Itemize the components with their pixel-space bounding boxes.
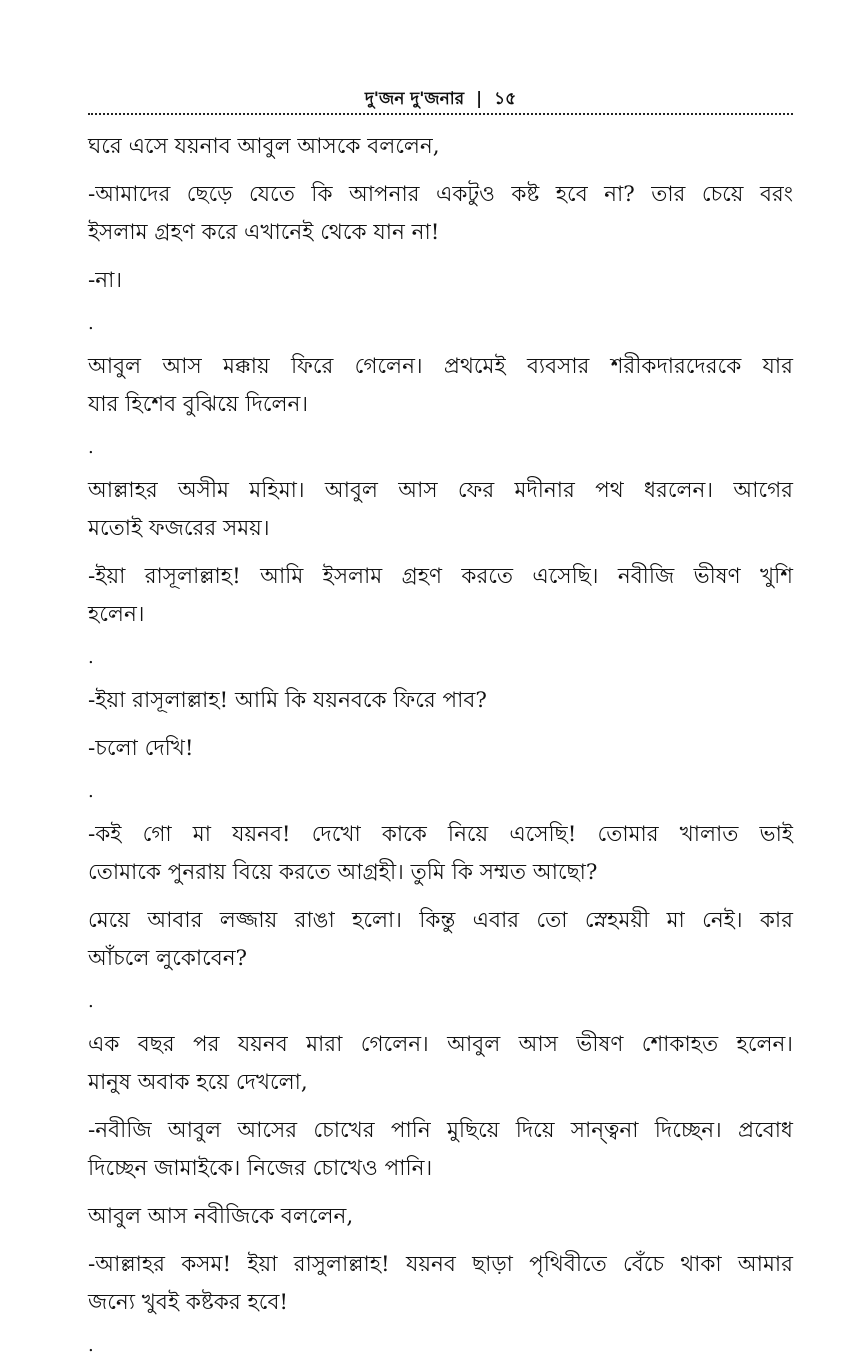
page-body	[88, 128, 793, 1370]
paragraph	[88, 558, 793, 634]
paragraph	[88, 730, 793, 768]
section-break-dot: .	[88, 1335, 94, 1356]
section-break-dot: .	[88, 647, 94, 668]
paragraph-line: -নবীজি আবুল আসের চোখের পানি মুছিয়ে দিয়ে সান্ত্বনা দিচ্ছেন। প্রবোধ	[88, 1118, 793, 1143]
paragraph-line: -আল্লাহর কসম! ইয়া রাসুলাল্লাহ! যয়নব ছাড়া পৃথিবীতে বেঁচে থাকা আমার	[88, 1252, 793, 1277]
paragraph-line: আঁচলে লুকোবেন?	[88, 946, 248, 971]
section-break-dot: .	[88, 313, 94, 334]
paragraph	[88, 1026, 793, 1102]
section-break-dot: .	[88, 437, 94, 458]
paragraph-line: তোমাকে পুনরায় বিয়ে করতে আগ্রহী। তুমি কি সম্মত আছো?	[88, 860, 598, 885]
section-break-dot: .	[88, 781, 94, 802]
paragraph-line: মতোই ফজরের সময়।	[88, 516, 270, 541]
paragraph	[88, 176, 793, 252]
paragraph-line: হলেন।	[88, 602, 145, 627]
paragraph-line: -ইয়া রাসূলাল্লাহ! আমি কি যয়নবকে ফিরে পাব?	[88, 688, 487, 713]
paragraph-line: যার হিশেব বুঝিয়ে দিলেন।	[88, 392, 309, 417]
paragraph-line: জন্যে খুবই কষ্টকর হবে!	[88, 1290, 289, 1315]
paragraph	[88, 128, 793, 166]
header-separator: |	[475, 89, 483, 109]
paragraph	[88, 1198, 793, 1236]
section-break-dot: .	[88, 991, 94, 1012]
paragraph-line: আল্লাহর অসীম মহিমা। আবুল আস ফের মদীনার পথ ধরলেন। আগের	[88, 478, 793, 503]
paragraph	[88, 348, 793, 424]
paragraph-line: -কই গো মা যয়নব! দেখো কাকে নিয়ে এসেছি! তোমার খালাত ভাই	[88, 822, 793, 847]
paragraph-line: মানুষ অবাক হয়ে দেখলো,	[88, 1070, 308, 1095]
paragraph	[88, 902, 793, 978]
header-dotted-rule	[88, 113, 793, 115]
paragraph-line: দিচ্ছেন জামাইকে। নিজের চোখেও পানি।	[88, 1156, 433, 1181]
page-number: ১৫	[494, 89, 517, 109]
paragraph	[88, 1112, 793, 1188]
paragraph-line: ঘরে এসে যয়নাব আবুল আসকে বললেন,	[88, 134, 440, 159]
paragraph-line: মেয়ে আবার লজ্জায় রাঙা হলো। কিন্তু এবার তো স্নেহময়ী মা নেই। কার	[88, 908, 793, 933]
book-title: দু'জন দু'জনার	[364, 89, 465, 109]
paragraph-line: আবুল আস নবীজিকে বললেন,	[88, 1204, 354, 1229]
paragraph-line: ইসলাম গ্রহণ করে এখানেই থেকে যান না!	[88, 220, 440, 245]
paragraph-line: -আমাদের ছেড়ে যেতে কি আপনার একটুও কষ্ট হবে না? তার চেয়ে বরং	[88, 182, 793, 207]
paragraph	[88, 1246, 793, 1322]
paragraph-line: -ইয়া রাসূলাল্লাহ! আমি ইসলাম গ্রহণ করতে এসেছি। নবীজি ভীষণ খুশি	[88, 564, 793, 589]
paragraph-line: আবুল আস মক্কায় ফিরে গেলেন। প্রথমেই ব্যবসার শরীকদারদেরকে যার	[88, 354, 793, 379]
running-header	[88, 84, 793, 114]
paragraph-line: -চলো দেখি!	[88, 736, 194, 761]
paragraph	[88, 682, 793, 720]
paragraph	[88, 472, 793, 548]
paragraph-line: -না।	[88, 268, 123, 293]
paragraph	[88, 262, 793, 300]
paragraph-line: এক বছর পর যয়নব মারা গেলেন। আবুল আস ভীষণ শোকাহত হলেন।	[88, 1032, 793, 1057]
paragraph	[88, 816, 793, 892]
